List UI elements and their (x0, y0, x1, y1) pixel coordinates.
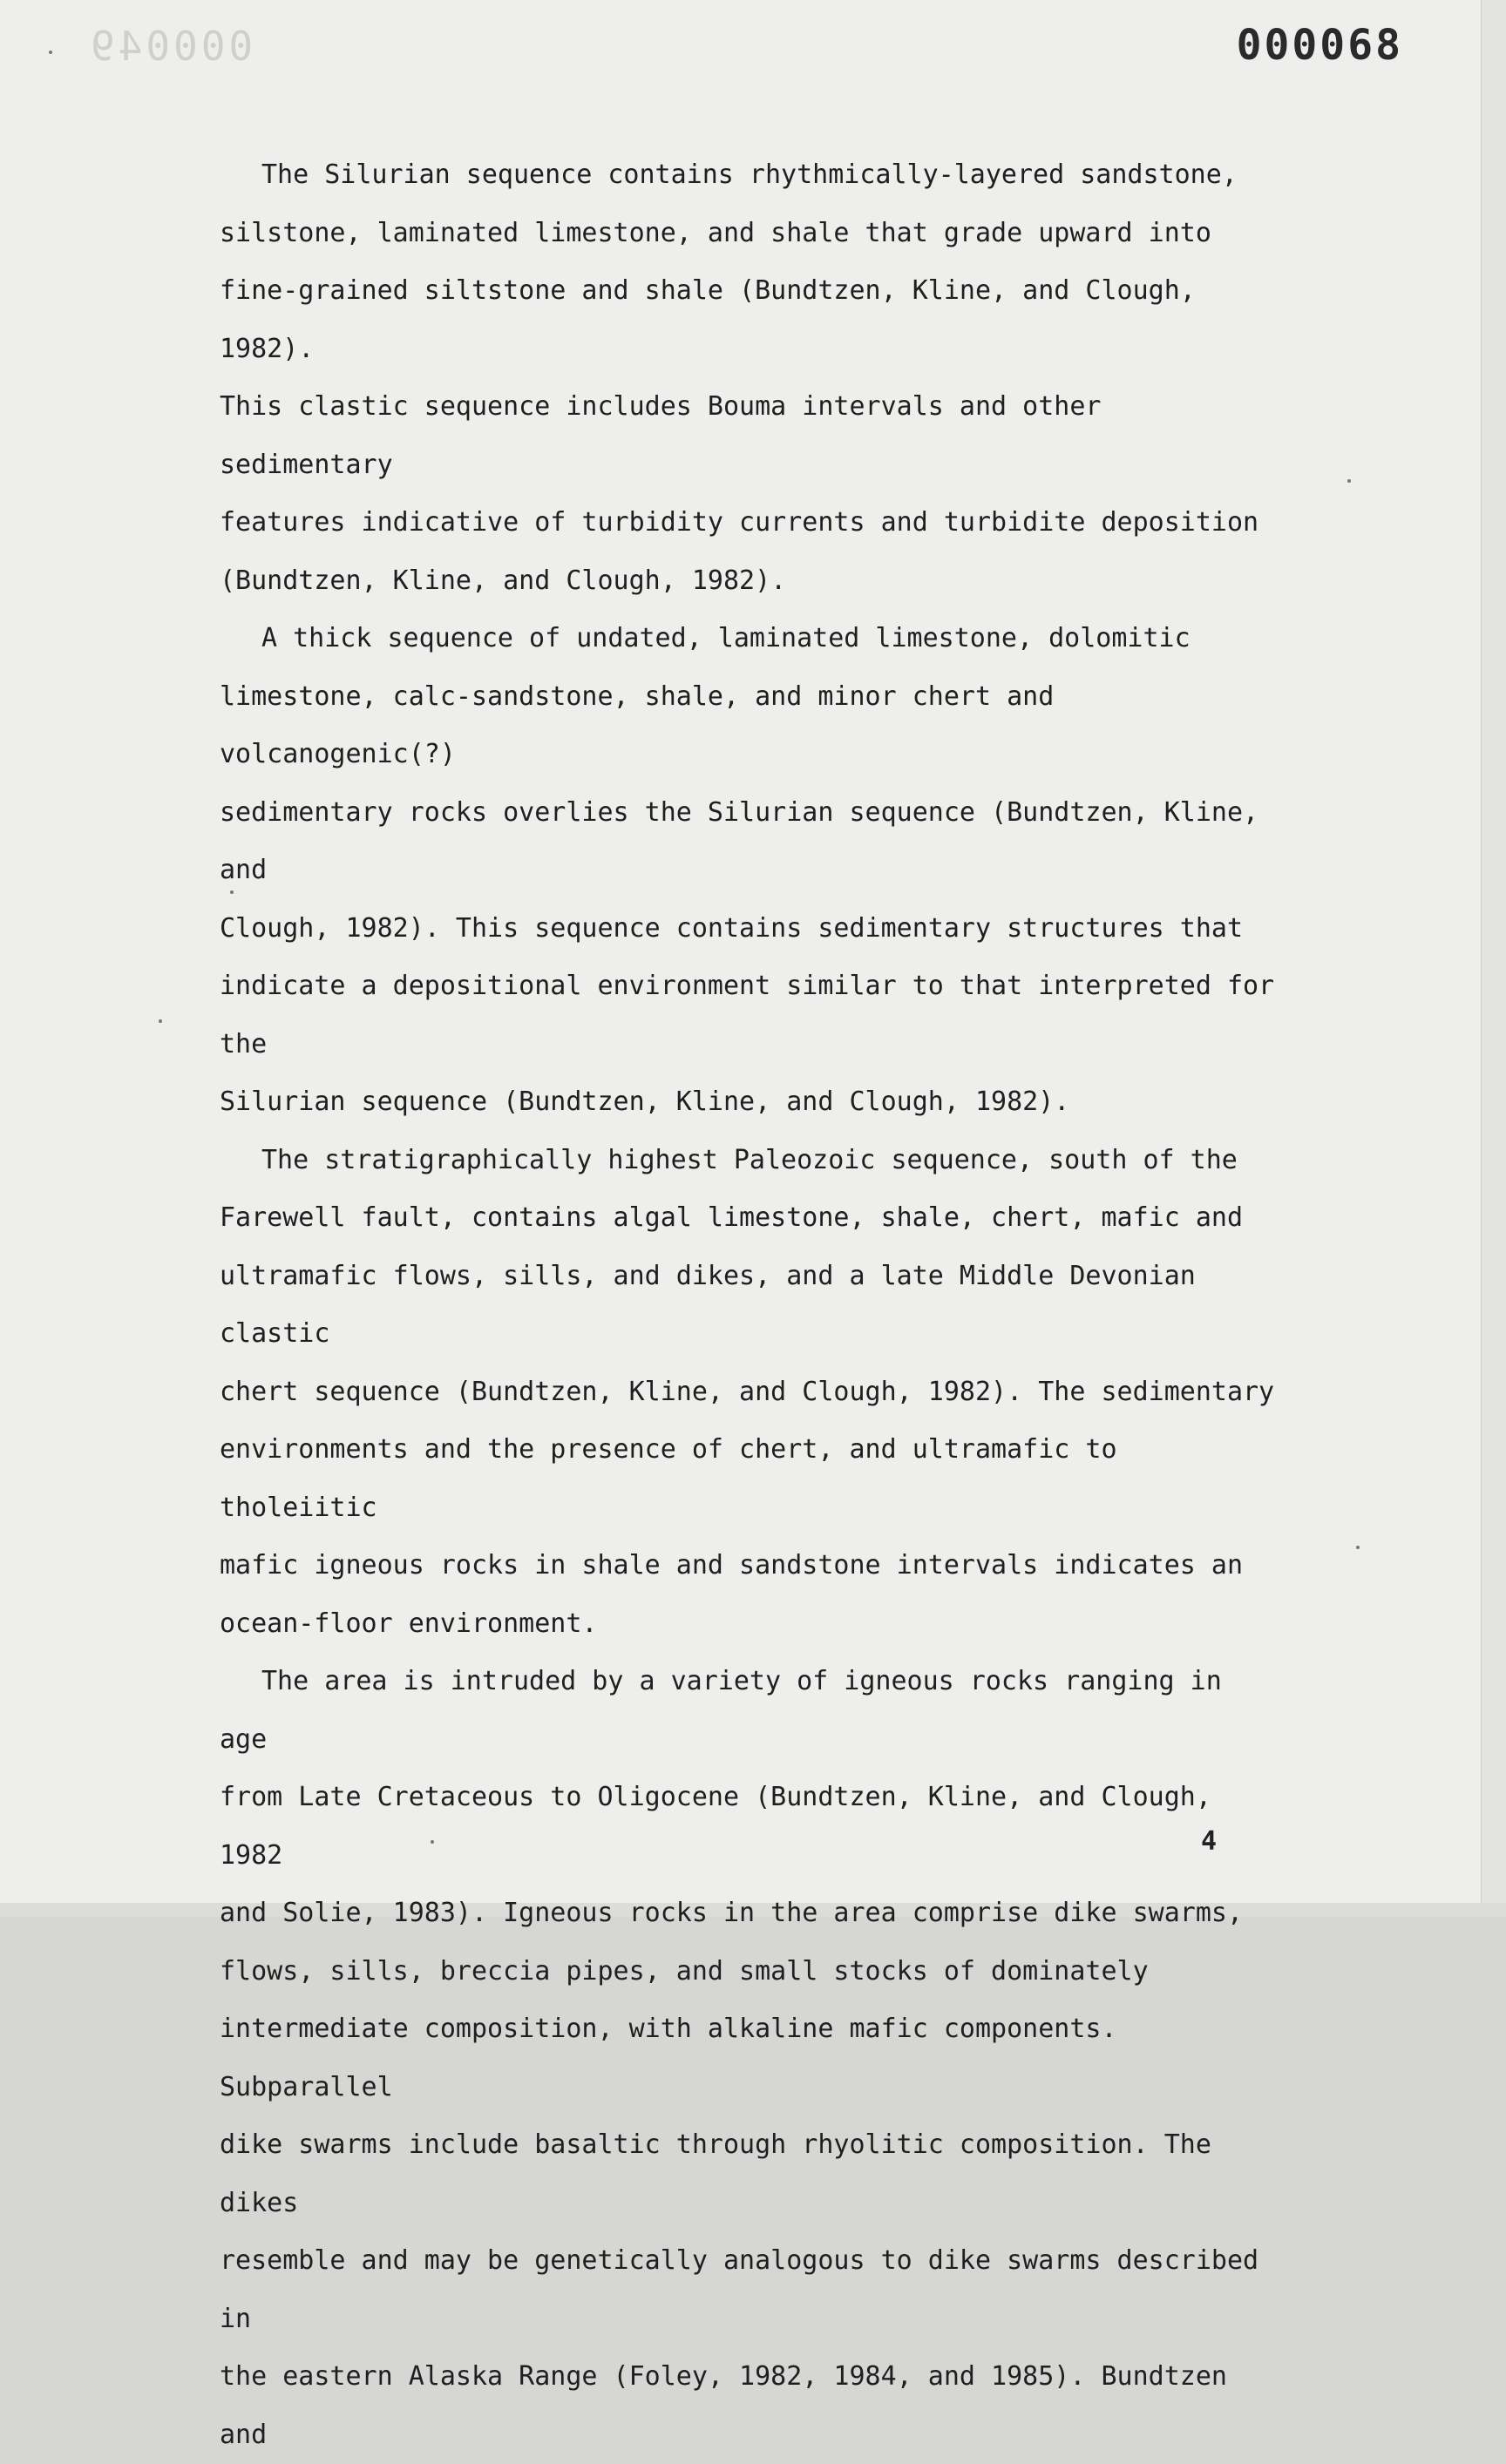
scan-speck (1356, 1546, 1360, 1549)
paragraph-paleozoic-sequence: The stratigraphically highest Paleozoic sequence, south of the Farewell fault, contains algal limestone, shale, chert, mafic and ultramafic flows, sills, and dikes, and a late Middle Devonian clastic chert sequence (Bundtzen, Kline, and Clough, 1982). The sedimentary environments and the presence of chert, and ultramafic to tholeiitic mafic igneous rocks in shale and sandstone intervals indicates an ocean-floor environment. (220, 1144, 1275, 1639)
paragraph-silurian-sequence: The Silurian sequence contains rhythmically-layered sandstone, silstone, laminated limestone, and shale that grade upward into fine-grained siltstone and shale (Bundtzen, Kline, and Clough, 1982). This clastic sequence includes Bouma intervals and other sedimentary features indicative of turbidity currents and turbidite deposition (Bundtzen, Kline, and Clough, 1982). (220, 159, 1259, 596)
scan-speck (49, 51, 52, 54)
scan-speck (431, 1840, 434, 1844)
body-text (220, 146, 1283, 2464)
scan-speck (159, 1019, 162, 1023)
paragraph-undated-limestone: A thick sequence of undated, laminated limestone, dolomitic limestone, calc-sandstone, shale, and minor chert and volcanogenic(?) sedimentary rocks overlies the Silurian sequence (Bundtzen, Kline, and Clough, 1982). This sequence contains sedimentary structures that indicate a depositional environment similar to that interpreted for the Silurian sequence (Bundtzen, Kline, and Clough, 1982). (220, 623, 1275, 1117)
scan-speck (1347, 479, 1351, 483)
paragraph-igneous-intrusions: The area is intruded by a variety of igneous rocks ranging in age from Late Cretaceous to Oligocene (Bundtzen, Kline, and Clough, 1982 and Solie, 1983). Igneous rocks in the area comprise dike swarms, flows, sills, breccia pipes, and small stocks of dominately intermediate composition, with alkaline mafic components. Subparallel dike swarms include basaltic through rhyolitic composition. The dikes resemble and may be genetically analogous to dike swarms described in the eastern Alaska Range (Foley, 1982, 1984, and 1985). Bundtzen and (220, 1666, 1259, 2450)
page-edge-right (1481, 0, 1506, 1917)
faint-bleed-through-number: 000049 (87, 23, 254, 70)
bates-stamp-number: 000068 (1236, 21, 1403, 70)
scan-speck (230, 890, 234, 894)
page-number: 4 (1201, 1826, 1218, 1857)
